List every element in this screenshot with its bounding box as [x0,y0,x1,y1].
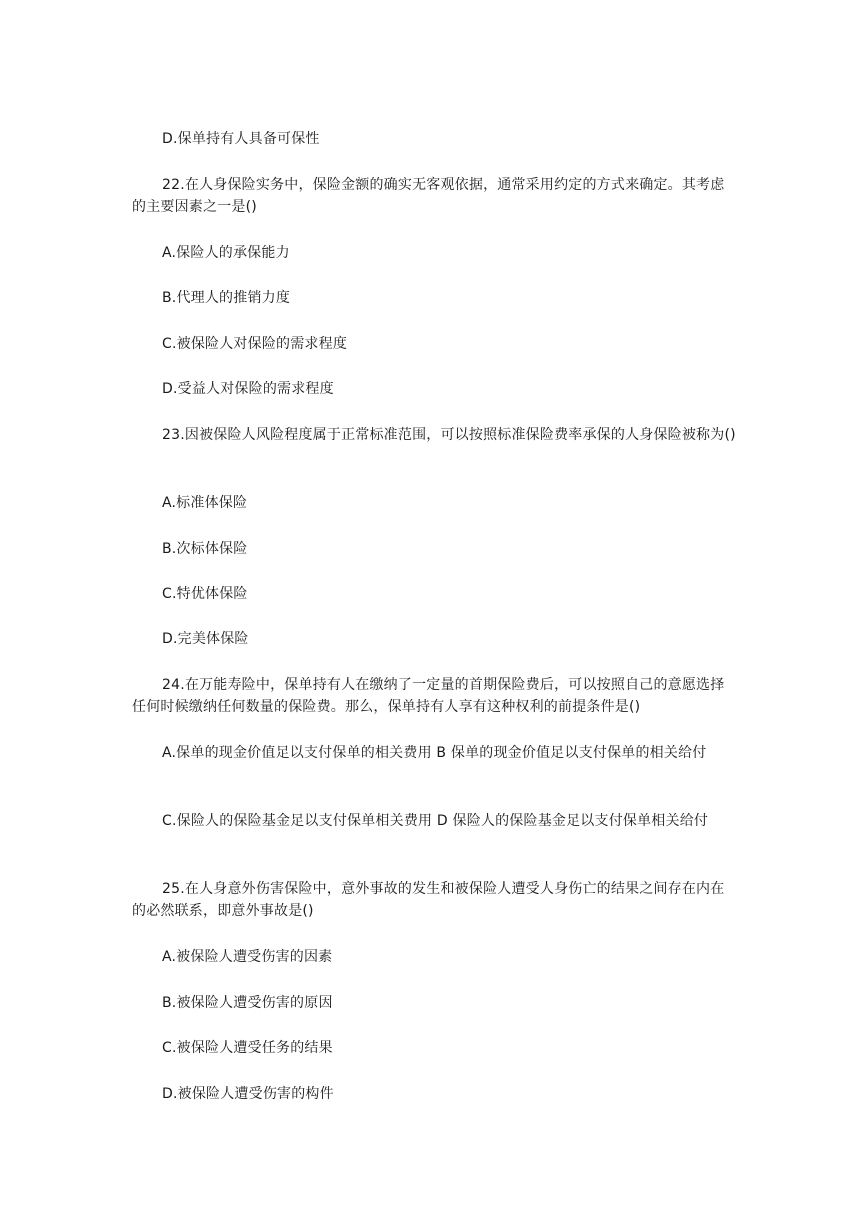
option-21-d: D.保单持有人具备可保性 [162,131,320,147]
option-22-d: D.受益人对保险的需求程度 [162,381,334,397]
option-23-b: B.次标体保险 [162,541,248,557]
option-22-b: B.代理人的推销力度 [162,290,291,306]
option-25-d: D.被保险人遭受伤害的构件 [162,1086,334,1102]
option-23-c: C.特优体保险 [162,586,248,602]
option-23-a: A.标准体保险 [162,495,248,511]
option-24-cd: C.保险人的保险基金足以支付保单相关费用 D 保险人的保险基金足以支付保单相关给付 [162,813,709,829]
option-22-c: C.被保险人对保险的需求程度 [162,336,348,352]
option-25-a: A.被保险人遭受伤害的因素 [162,949,333,965]
question-25: 25.在人身意外伤害保险中，意外事故的发生和被保险人遭受人身伤亡的结果之间存在内在的必然联系，即意外事故是() [132,881,725,919]
question-22: 22.在人身保险实务中，保险金额的确实无客观依据，通常采用约定的方式来确定。其考虑的主要因素之一是() [132,177,725,215]
option-23-d: D.完美体保险 [162,631,249,647]
option-22-a: A.保险人的承保能力 [162,245,290,261]
question-24: 24.在万能寿险中，保单持有人在缴纳了一定量的首期保险费后，可以按照自己的意愿选择任何时候缴纳任何数量的保险费。那么，保单持有人享有这种权利的前提条件是() [132,677,725,715]
option-25-c: C.被保险人遭受任务的结果 [162,1040,333,1056]
option-25-b: B.被保险人遭受伤害的原因 [162,995,333,1011]
question-23: 23.因被保险人风险程度属于正常标准范围，可以按照标准保险费率承保的人身保险被称为() [162,427,736,443]
option-24-ab: A.保单的现金价值足以支付保单的相关费用 B 保单的现金价值足以支付保单的相关给付 [162,745,707,761]
